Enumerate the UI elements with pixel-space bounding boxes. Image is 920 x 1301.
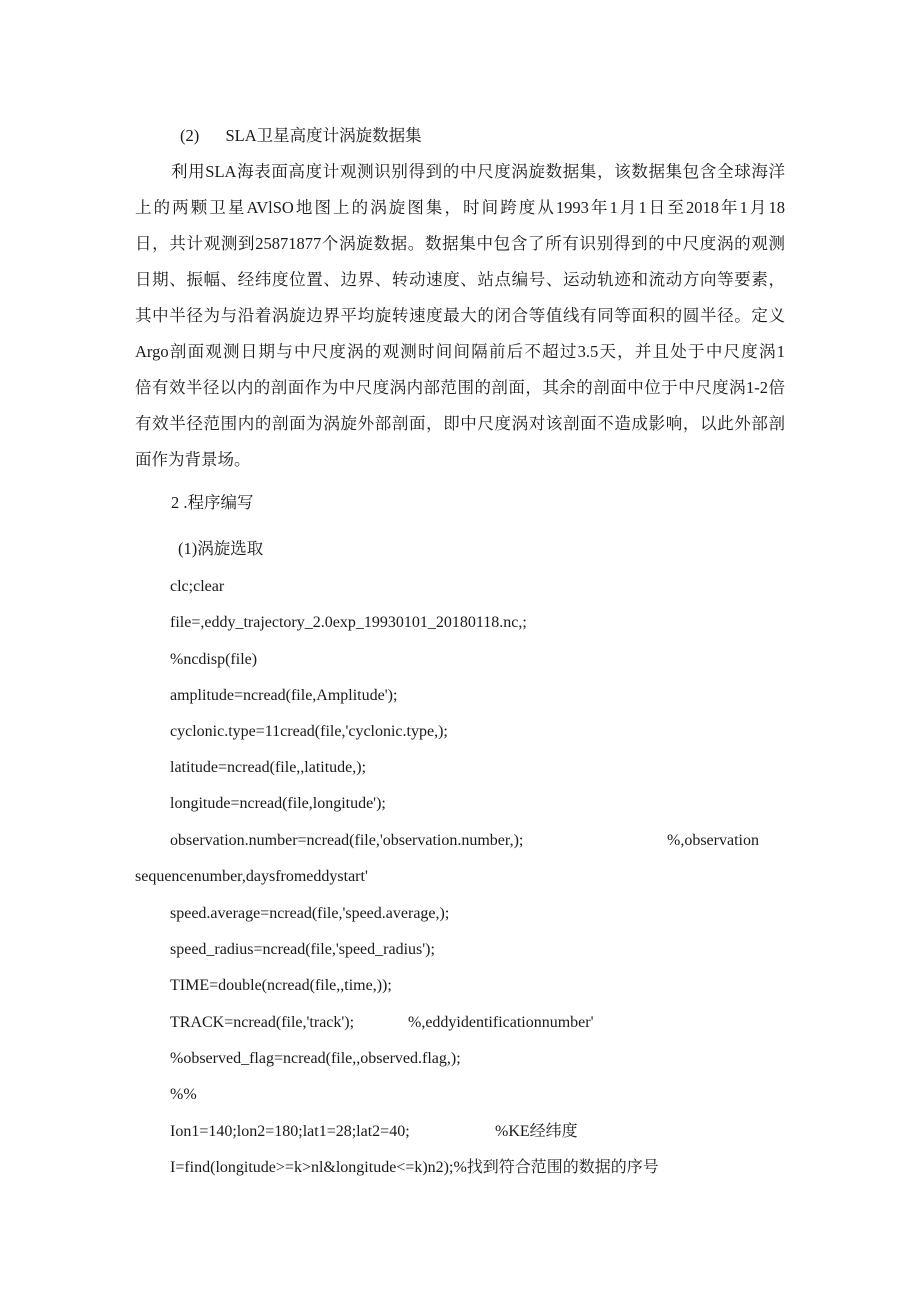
paragraph-line-6: Argo剖面观测日期与中尺度涡的观测时间间隔前后不超过3.5天，并且处于中尺度涡1 — [135, 342, 785, 361]
code-line-9: sequencenumber,daysfromeddystart' — [135, 868, 368, 885]
paragraph-line-3: 日，共计观测到25871877个涡旋数据。数据集中包含了所有识别得到的中尺度涡的观测 — [135, 234, 785, 253]
code-line-2: file=,eddy_trajectory_2.0exp_19930101_20180118.nc,; — [170, 614, 527, 631]
section-title: SLA卫星高度计涡旋数据集 — [225, 126, 422, 145]
subsection-heading: (1)涡旋选取 — [178, 539, 264, 558]
code-line-12: TIME=double(ncread(file,,time,)); — [170, 977, 392, 994]
code-line-8: observation.number=ncread(file,'observation.number,); — [170, 832, 524, 849]
code-line-7: longitude=ncread(file,longitude'); — [170, 795, 386, 812]
section-heading — [180, 126, 422, 146]
paragraph-line-2: 上的两颗卫星AVlSO地图上的涡旋图集，时间跨度从1993年1月1日至2018年1月18 — [135, 198, 785, 217]
code-line-4: amplitude=ncread(file,Amplitude'); — [170, 687, 398, 704]
code-line-10: speed.average=ncread(file,'speed.average,); — [170, 905, 450, 922]
paragraph-line-9: 面作为背景场。 — [135, 450, 251, 469]
code-line-6: latitude=ncread(file,,latitude,); — [170, 759, 367, 776]
code-line-15: %% — [170, 1086, 197, 1103]
paragraph-line-1: 利用SLA海表面高度计观测识别得到的中尺度涡旋数据集，该数据集包含全球海洋 — [171, 162, 785, 181]
code-line-5: cyclonic.type=11cread(file,'cyclonic.type,); — [170, 723, 448, 740]
section2-heading: 2 .程序编写 — [171, 493, 254, 512]
code-line-17: I=find(longitude>=k>nl&longitude<=k)n2);%找到符合范围的数据的序号 — [170, 1159, 659, 1176]
code-line-16: Ion1=140;lon2=180;lat1=28;lat2=40; — [170, 1123, 410, 1140]
code-line-3: %ncdisp(file) — [170, 651, 258, 668]
code-line-16-comment: %KE经纬度 — [495, 1123, 578, 1140]
section-number: (2) — [180, 126, 200, 145]
code-line-8-comment: %,observation — [667, 832, 759, 849]
code-line-11: speed_radius=ncread(file,'speed_radius'); — [170, 941, 435, 958]
paragraph-line-5: 其中半径为与沿着涡旋边界平均旋转速度最大的闭合等值线有同等面积的圆半径。定义 — [135, 306, 785, 325]
code-line-14: %observed_flag=ncread(file,,observed.flag,); — [170, 1050, 461, 1067]
code-line-1: clc;clear — [170, 578, 225, 595]
code-line-13-comment: %,eddyidentificationnumber' — [408, 1014, 594, 1031]
paragraph-line-8: 有效半径范围内的剖面为涡旋外部剖面，即中尺度涡对该剖面不造成影响，以此外部剖 — [135, 414, 785, 433]
paragraph-line-4: 日期、振幅、经纬度位置、边界、转动速度、站点编号、运动轨迹和流动方向等要素， — [135, 270, 785, 289]
paragraph-line-7: 倍有效半径以内的剖面作为中尺度涡内部范围的剖面，其余的剖面中位于中尺度涡1-2倍 — [135, 378, 785, 397]
code-line-13: TRACK=ncread(file,'track'); — [170, 1014, 355, 1031]
